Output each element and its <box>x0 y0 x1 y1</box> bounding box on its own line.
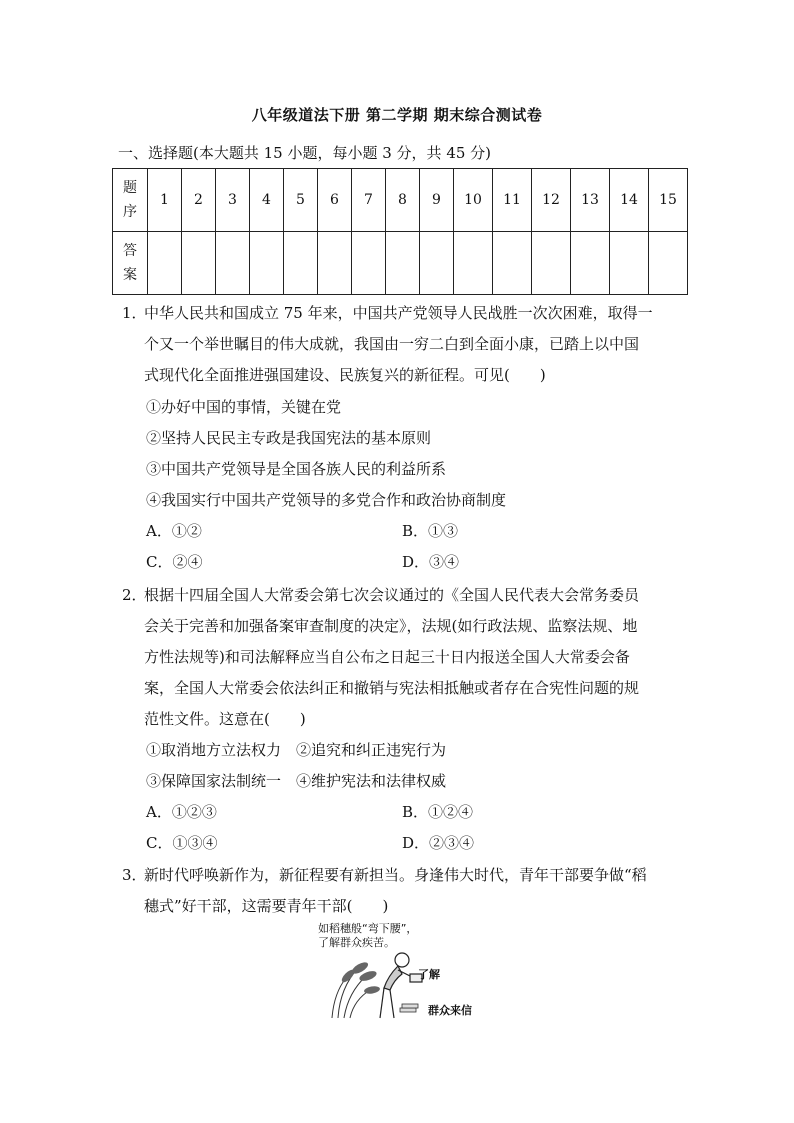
table-cell: 10 <box>454 169 493 232</box>
table-cell: 4 <box>250 169 284 232</box>
table-cell: 7 <box>352 169 386 232</box>
table-cell: 6 <box>318 169 352 232</box>
answer-cell[interactable] <box>148 232 182 295</box>
choice-c[interactable]: C．②④ <box>146 553 203 571</box>
cartoon-figure <box>318 920 488 1020</box>
statement-option: ③保障国家法制统一 ④维护宪法和法律权威 <box>146 772 447 790</box>
question-3 <box>122 860 682 922</box>
question-number: 1． <box>122 304 147 322</box>
table-header-cell: 题 序 <box>113 169 148 232</box>
table-cell: 3 <box>216 169 250 232</box>
figure-label: 了解 <box>418 968 440 981</box>
choice-d[interactable]: D．②③④ <box>402 834 475 852</box>
answer-cell[interactable] <box>318 232 352 295</box>
answer-cell[interactable] <box>284 232 318 295</box>
question-1 <box>122 298 682 391</box>
answer-cell[interactable] <box>182 232 216 295</box>
table-row <box>113 232 688 295</box>
answer-cell[interactable] <box>250 232 284 295</box>
figure-caption: 了解群众疾苦。 <box>318 936 395 949</box>
question-2 <box>122 580 682 735</box>
answer-cell[interactable] <box>532 232 571 295</box>
question-text: 根据十四届全国人大常委会第七次会议通过的《全国人民代表大会常务委员 <box>144 586 640 604</box>
question-number: 2． <box>122 586 147 604</box>
table-row <box>113 169 688 232</box>
answer-cell[interactable] <box>386 232 420 295</box>
answer-table <box>112 168 688 295</box>
statement-option: ③中国共产党领导是全国各族人民的利益所系 <box>146 460 447 478</box>
table-cell: 9 <box>420 169 454 232</box>
table-cell: 8 <box>386 169 420 232</box>
statement-option: ②坚持人民民主专政是我国宪法的基本原则 <box>146 429 432 447</box>
table-cell: 12 <box>532 169 571 232</box>
answer-cell[interactable] <box>649 232 688 295</box>
table-header-cell: 答 案 <box>113 232 148 295</box>
table-cell: 1 <box>148 169 182 232</box>
statement-option: ①办好中国的事情，关键在党 <box>146 398 342 416</box>
answer-cell[interactable] <box>420 232 454 295</box>
figure-caption: 如稻穗般“弯下腰”， <box>318 922 418 935</box>
question-text: 范性文件。这意在( ) <box>144 710 306 728</box>
page-title: 八年级道法下册 第二学期 期末综合测试卷 <box>251 106 543 124</box>
section-heading: 一、选择题(本大题共 15 小题，每小题 3 分，共 45 分) <box>118 144 492 162</box>
figure-label: 群众来信 <box>428 1004 472 1017</box>
question-text: 方性法规等)和司法解释应当自公布之日起三十日内报送全国人大常委会备 <box>144 648 630 666</box>
table-cell: 14 <box>610 169 649 232</box>
question-text: 案，全国人大常委会依法纠正和撤销与宪法相抵触或者存在合宪性问题的规 <box>144 679 640 697</box>
choice-a[interactable]: A．①②③ <box>146 803 217 821</box>
answer-cell[interactable] <box>216 232 250 295</box>
table-cell: 15 <box>649 169 688 232</box>
choice-c[interactable]: C．①③④ <box>146 834 218 852</box>
rice-plant-person-illustration <box>318 948 428 1020</box>
choice-d[interactable]: D．③④ <box>402 553 460 571</box>
question-text: 穗式”好干部，这需要青年干部( ) <box>144 897 389 915</box>
question-text: 会关于完善和加强备案审查制度的决定》，法规(如行政法规、监察法规、地 <box>144 617 638 635</box>
table-cell: 13 <box>571 169 610 232</box>
choice-a[interactable]: A．①② <box>146 522 202 540</box>
answer-cell[interactable] <box>454 232 493 295</box>
table-cell: 2 <box>182 169 216 232</box>
question-number: 3． <box>122 866 147 884</box>
question-text: 新时代呼唤新作为，新征程要有新担当。身逢伟大时代，青年干部要争做“稻 <box>144 866 647 884</box>
table-cell: 5 <box>284 169 318 232</box>
question-text: 式现代化全面推进强国建设、民族复兴的新征程。可见( ) <box>144 366 546 384</box>
statement-option: ④我国实行中国共产党领导的多党合作和政治协商制度 <box>146 491 507 509</box>
choice-b[interactable]: B．①②④ <box>402 803 474 821</box>
question-text: 个又一个举世瞩目的伟大成就，我国由一穷二白到全面小康，已踏上以中国 <box>144 335 640 353</box>
table-cell: 11 <box>493 169 532 232</box>
answer-cell[interactable] <box>493 232 532 295</box>
choice-b[interactable]: B．①③ <box>402 522 459 540</box>
answer-cell[interactable] <box>352 232 386 295</box>
answer-cell[interactable] <box>610 232 649 295</box>
statement-option: ①取消地方立法权力 ②追究和纠正违宪行为 <box>146 741 447 759</box>
question-text: 中华人民共和国成立 75 年来，中国共产党领导人民战胜一次次困难，取得一 <box>144 304 653 322</box>
answer-cell[interactable] <box>571 232 610 295</box>
